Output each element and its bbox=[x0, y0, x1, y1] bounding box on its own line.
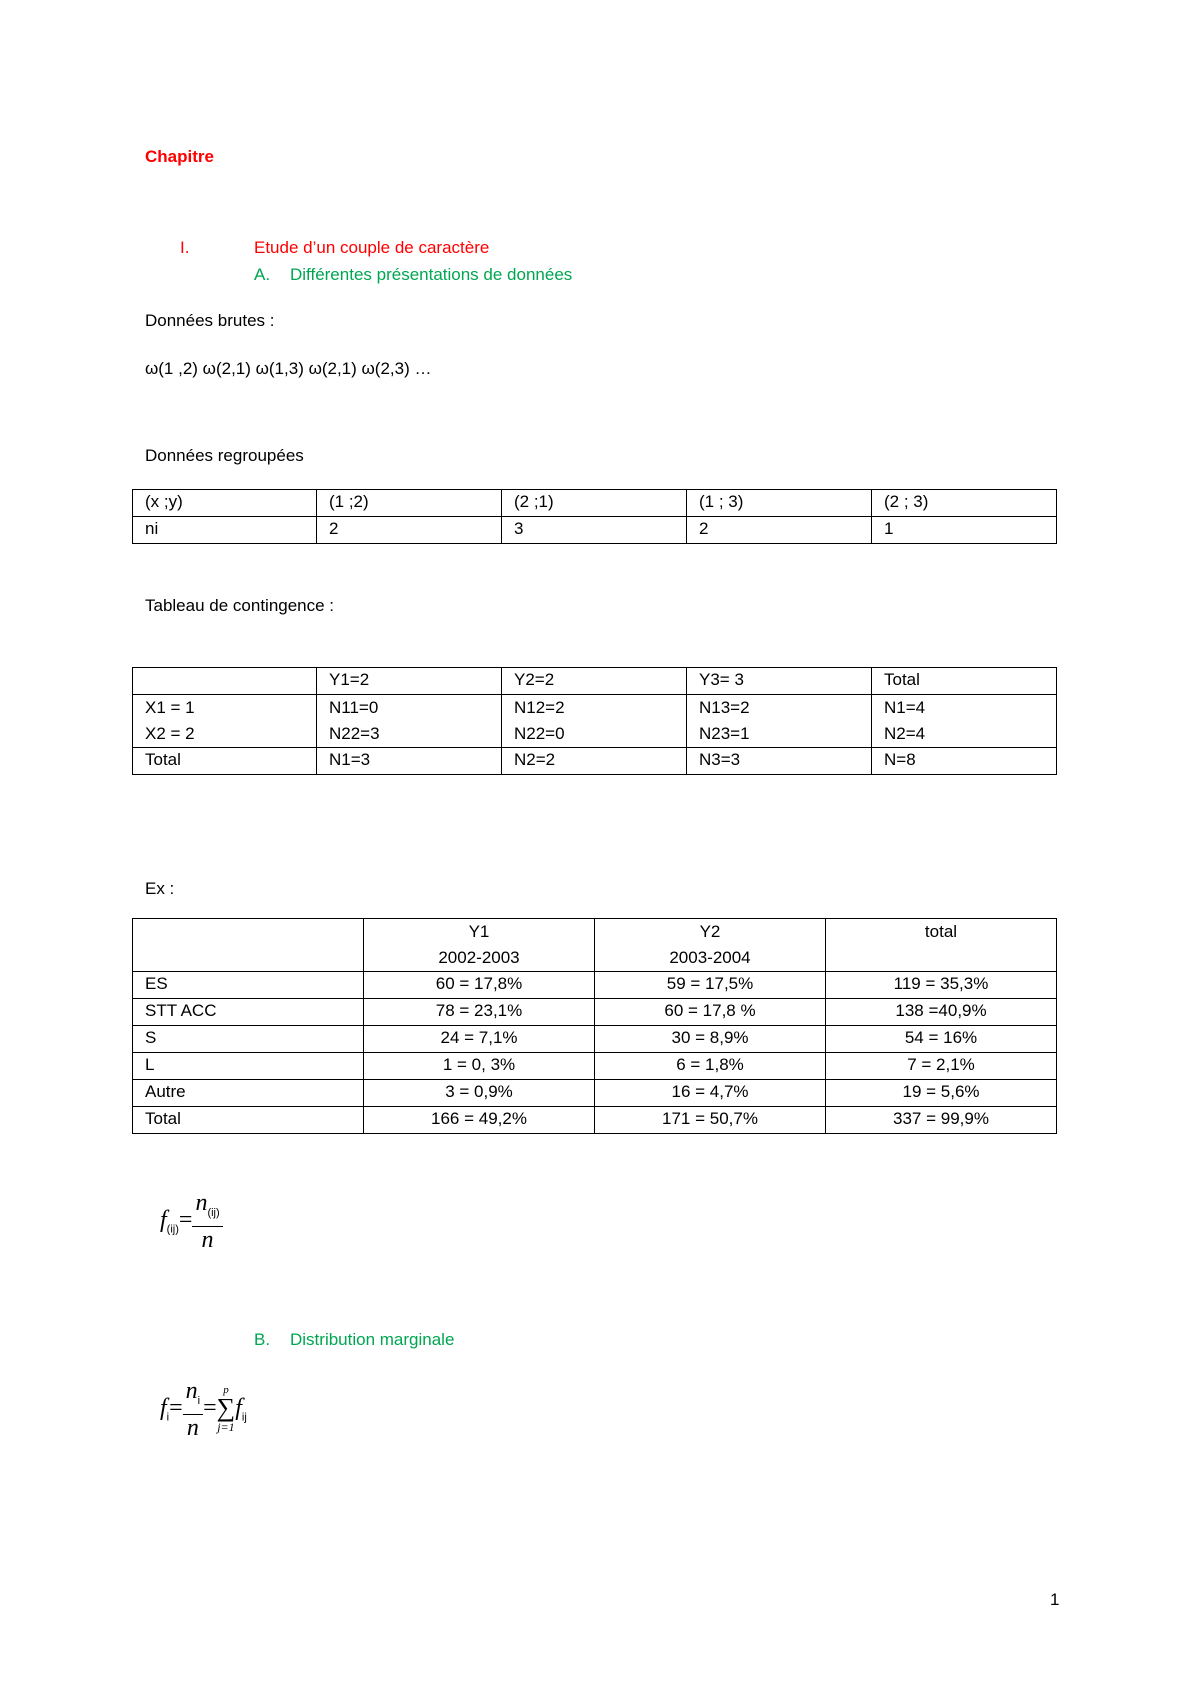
table-cell: Total bbox=[133, 748, 317, 775]
cell-value: N23=1 bbox=[699, 724, 750, 743]
table-cell: 60 = 17,8 % bbox=[595, 999, 826, 1026]
formula-fij bbox=[160, 1190, 223, 1253]
formula-fraction bbox=[183, 1378, 203, 1441]
subsection-a-number: A. bbox=[254, 265, 271, 284]
table-cell bbox=[317, 695, 502, 748]
table-row bbox=[133, 1107, 1057, 1134]
column-header: total bbox=[924, 922, 958, 941]
table-cell: 59 = 17,5% bbox=[595, 972, 826, 999]
formula-num-sub: i bbox=[197, 1394, 201, 1407]
cell-value: N2=4 bbox=[884, 724, 926, 743]
example-table bbox=[132, 918, 1057, 1134]
table-row bbox=[133, 695, 1057, 748]
table-cell: 24 = 7,1% bbox=[364, 1026, 595, 1053]
sum-bottom: j=1 bbox=[217, 1420, 235, 1435]
sigma-icon: ∑ bbox=[216, 1393, 236, 1423]
formula-marginal: $f_i=$ $\frac{n_i}{n}$ = p ∑ j=1 $f_{ij}$ bbox=[160, 1378, 247, 1441]
example-label: Ex : bbox=[145, 879, 175, 898]
table-cell bbox=[502, 695, 687, 748]
table-cell: 7 = 2,1% bbox=[826, 1053, 1057, 1080]
cell-value: N1=4 bbox=[884, 698, 926, 717]
table-cell: STT ACC bbox=[133, 999, 364, 1026]
cell-value: N11=0 bbox=[329, 698, 379, 717]
table-row bbox=[133, 748, 1057, 775]
table-cell: 2 bbox=[687, 517, 872, 544]
table-row bbox=[133, 517, 1057, 544]
table-cell: 1 bbox=[872, 517, 1057, 544]
table-row bbox=[133, 668, 1057, 695]
raw-data-values: ω(1 ,2) ω(2,1) ω(1,3) ω(2,1) ω(2,3) … bbox=[145, 359, 432, 378]
cell-value: N12=2 bbox=[514, 698, 565, 717]
table-cell: 16 = 4,7% bbox=[595, 1080, 826, 1107]
formula-term: f bbox=[235, 1394, 242, 1421]
table-cell bbox=[595, 919, 826, 972]
table-cell: Total bbox=[133, 1107, 364, 1134]
section-1-title: Etude d’un couple de caractère bbox=[254, 238, 490, 257]
formula-den: n bbox=[186, 1414, 199, 1441]
row-label-x2: X2 = 2 bbox=[145, 724, 195, 743]
table-cell: ES bbox=[133, 972, 364, 999]
table-cell: S bbox=[133, 1026, 364, 1053]
sum-top: p bbox=[223, 1384, 229, 1397]
formula-f: f bbox=[160, 1206, 167, 1233]
formula-f-sub: i bbox=[166, 1411, 170, 1424]
table-cell: 3 bbox=[502, 517, 687, 544]
table-cell bbox=[133, 919, 364, 972]
table-cell: 2 bbox=[317, 517, 502, 544]
table-cell: 119 = 35,3% bbox=[826, 972, 1057, 999]
table-cell: (2 ;1) bbox=[502, 490, 687, 517]
table-cell: Y3= 3 bbox=[687, 668, 872, 695]
formula-num: n bbox=[195, 1190, 208, 1216]
table-cell: 166 = 49,2% bbox=[364, 1107, 595, 1134]
grouped-data-table bbox=[132, 489, 1057, 544]
table-row bbox=[133, 919, 1057, 972]
table-cell: L bbox=[133, 1053, 364, 1080]
formula-term-sub: ij bbox=[241, 1411, 247, 1424]
table-cell: N1=3 bbox=[317, 748, 502, 775]
formula-num: n bbox=[185, 1378, 198, 1404]
formula-fraction bbox=[192, 1190, 222, 1253]
row-label-x1: X1 = 1 bbox=[145, 698, 195, 717]
table-cell: N2=2 bbox=[502, 748, 687, 775]
raw-data-label: Données brutes : bbox=[145, 311, 275, 330]
formula-den: n bbox=[201, 1226, 214, 1253]
table-cell: 6 = 1,8% bbox=[595, 1053, 826, 1080]
table-cell bbox=[133, 668, 317, 695]
table-cell: Autre bbox=[133, 1080, 364, 1107]
table-cell bbox=[826, 919, 1057, 972]
table-cell: ni bbox=[133, 517, 317, 544]
table-cell: 1 = 0, 3% bbox=[364, 1053, 595, 1080]
table-cell: 54 = 16% bbox=[826, 1026, 1057, 1053]
section-1-number: I. bbox=[180, 238, 190, 257]
table-cell: 138 =40,9% bbox=[826, 999, 1057, 1026]
table-cell: 78 = 23,1% bbox=[364, 999, 595, 1026]
table-cell: N3=3 bbox=[687, 748, 872, 775]
grouped-data-label: Données regroupées bbox=[145, 446, 304, 465]
contingency-label: Tableau de contingence : bbox=[145, 596, 335, 615]
table-cell: 30 = 8,9% bbox=[595, 1026, 826, 1053]
table-cell: 3 = 0,9% bbox=[364, 1080, 595, 1107]
subsection-a-title: Différentes présentations de données bbox=[290, 265, 573, 284]
sum-symbol bbox=[217, 1384, 236, 1434]
table-row bbox=[133, 1026, 1057, 1053]
table-row bbox=[133, 490, 1057, 517]
table-cell: (1 ; 3) bbox=[687, 490, 872, 517]
table-cell: Total bbox=[872, 668, 1057, 695]
table-cell: Y2=2 bbox=[502, 668, 687, 695]
formula-f: f bbox=[160, 1394, 167, 1421]
column-header: Y2 bbox=[699, 922, 721, 941]
table-cell: (2 ; 3) bbox=[872, 490, 1057, 517]
table-cell: 19 = 5,6% bbox=[826, 1080, 1057, 1107]
formula-f-sub: (ij) bbox=[166, 1223, 179, 1236]
table-cell bbox=[687, 695, 872, 748]
column-header: 2003-2004 bbox=[669, 948, 751, 967]
table-row bbox=[133, 999, 1057, 1026]
cell-value: N22=0 bbox=[514, 724, 565, 743]
table-cell bbox=[872, 695, 1057, 748]
cell-value: N22=3 bbox=[329, 724, 380, 743]
table-cell: 337 = 99,9% bbox=[826, 1107, 1057, 1134]
subsection-b-number: B. bbox=[254, 1330, 271, 1349]
table-row bbox=[133, 1080, 1057, 1107]
column-header: 2002-2003 bbox=[438, 948, 520, 967]
table-cell: 60 = 17,8% bbox=[364, 972, 595, 999]
table-cell: N=8 bbox=[872, 748, 1057, 775]
formula-num-sub: (ij) bbox=[207, 1206, 220, 1219]
table-cell: (1 ;2) bbox=[317, 490, 502, 517]
table-row bbox=[133, 972, 1057, 999]
contingency-table bbox=[132, 667, 1057, 775]
table-cell: (x ;y) bbox=[133, 490, 317, 517]
chapter-title: Chapitre bbox=[145, 147, 214, 166]
table-cell bbox=[133, 695, 317, 748]
column-header: Y1 bbox=[468, 922, 490, 941]
table-cell: 171 = 50,7% bbox=[595, 1107, 826, 1134]
cell-value: N13=2 bbox=[699, 698, 750, 717]
table-row bbox=[133, 1053, 1057, 1080]
table-cell bbox=[364, 919, 595, 972]
subsection-b-title: Distribution marginale bbox=[290, 1330, 455, 1349]
formula-eq: = bbox=[178, 1206, 193, 1233]
table-cell: Y1=2 bbox=[317, 668, 502, 695]
page-number: 1 bbox=[1050, 1590, 1060, 1609]
